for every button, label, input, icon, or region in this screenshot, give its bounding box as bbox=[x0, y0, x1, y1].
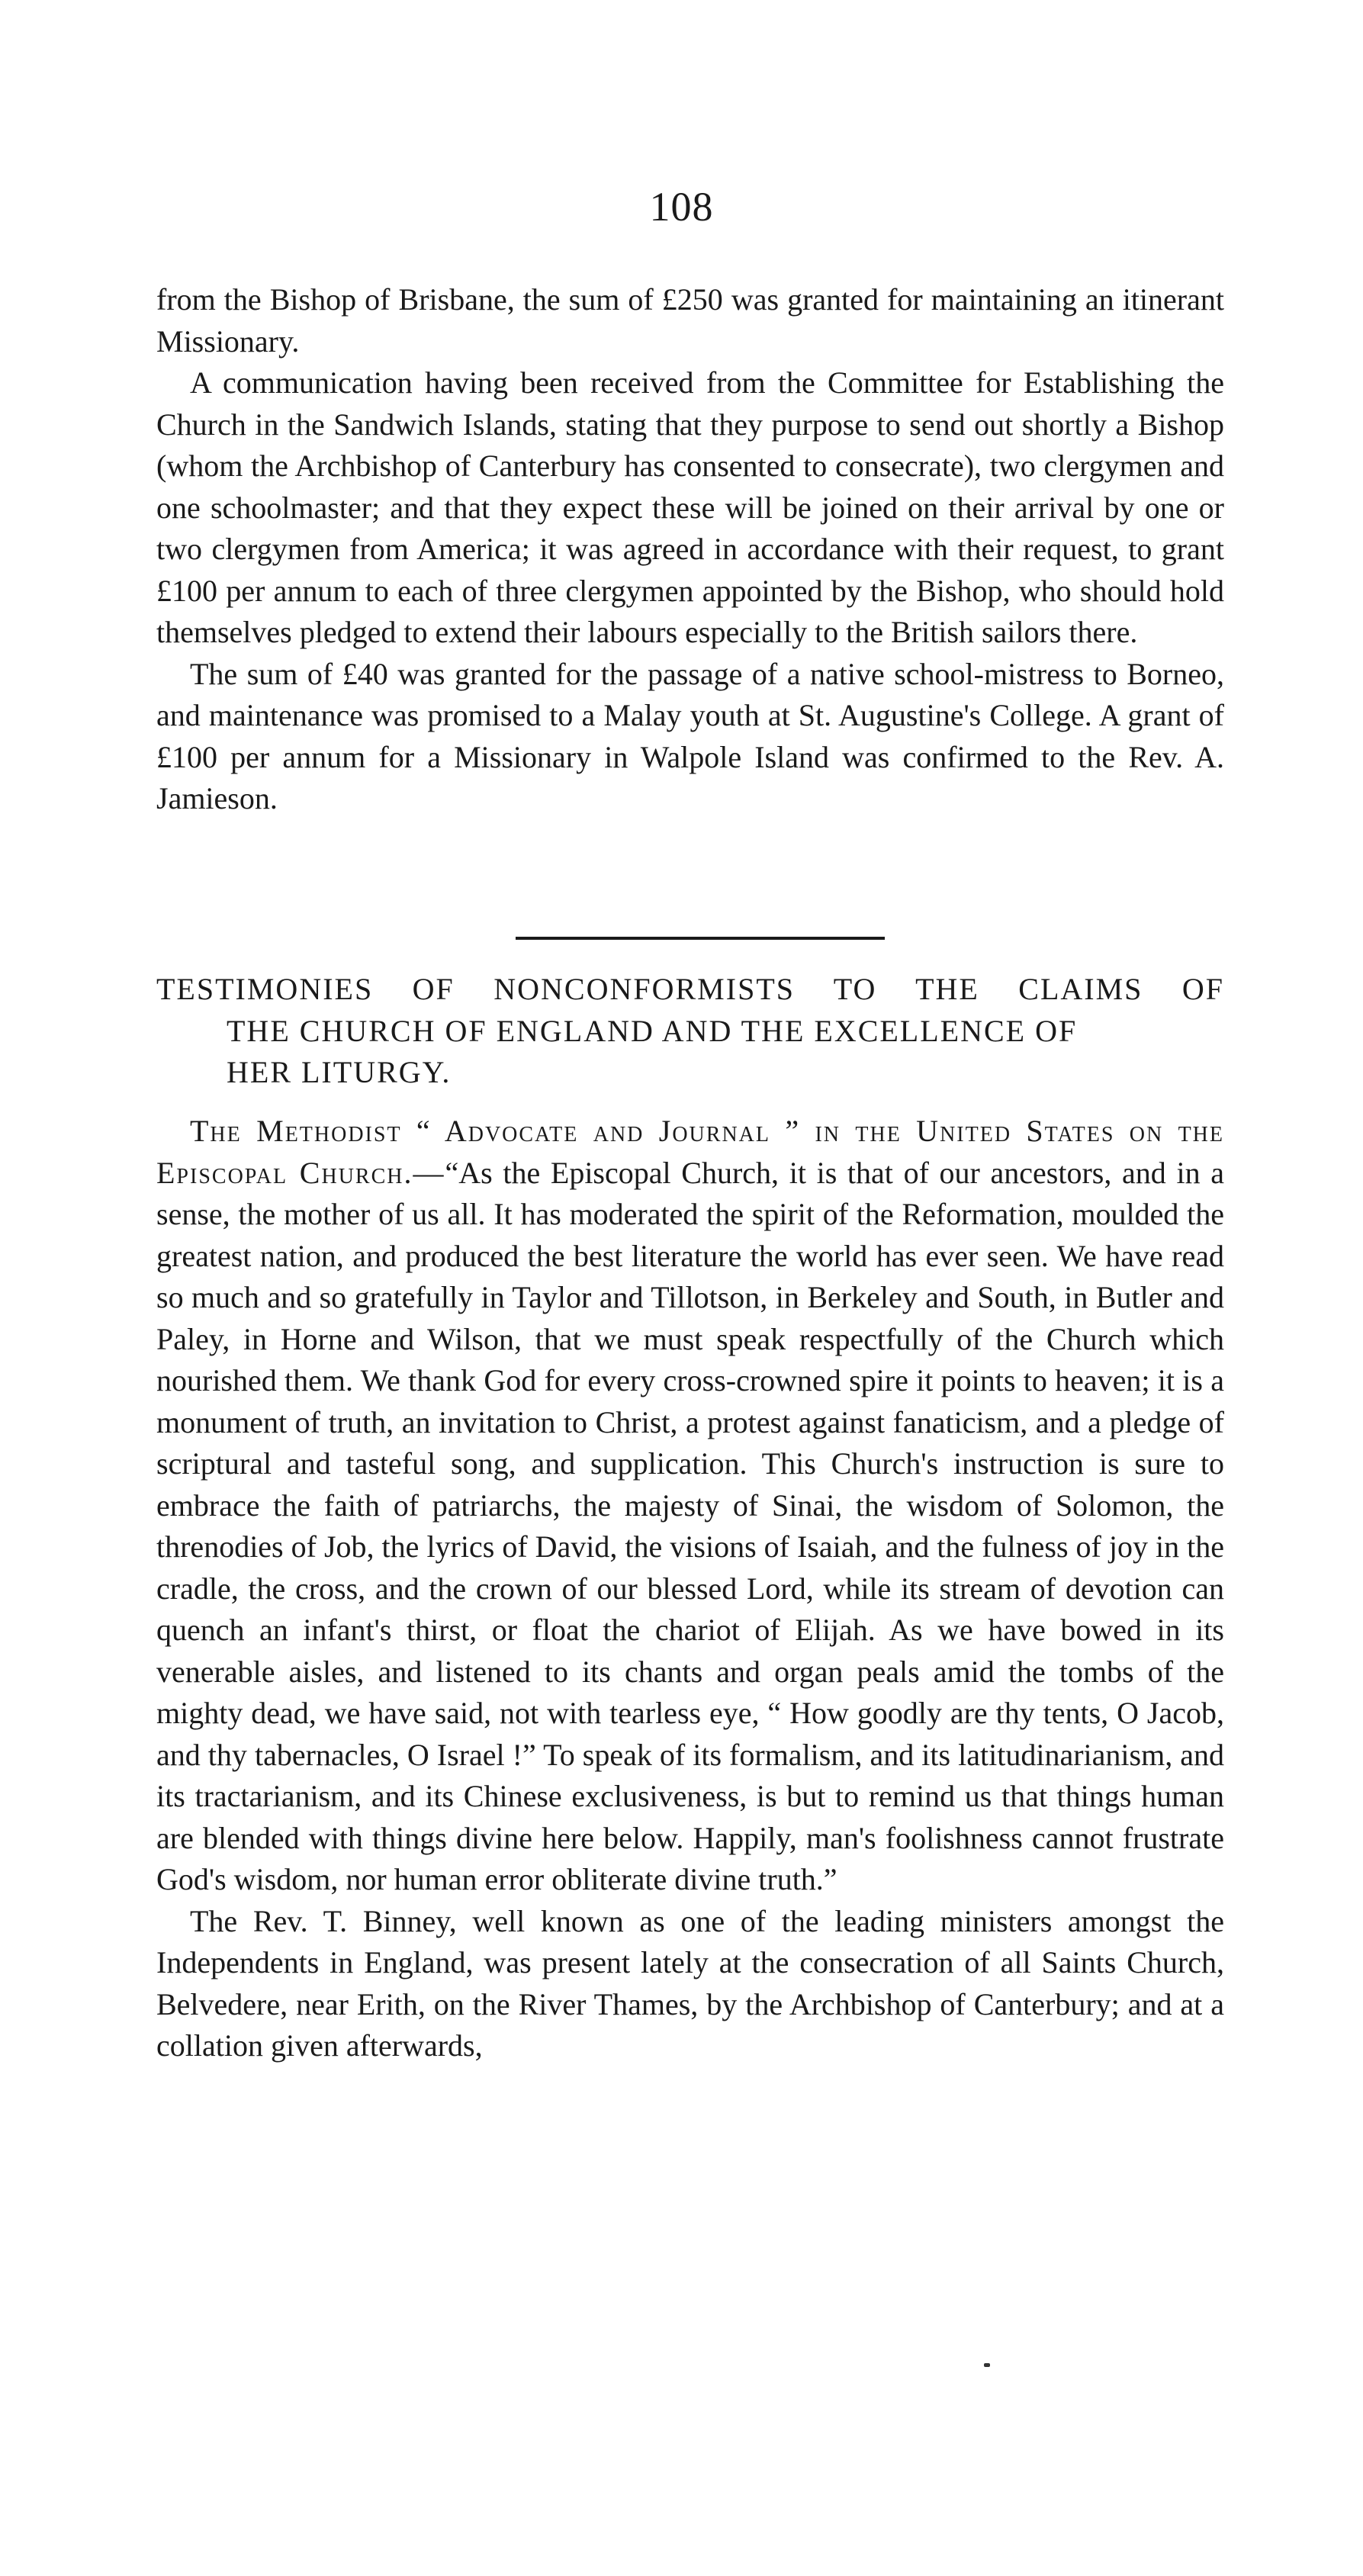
paragraph-methodist-testimony bbox=[156, 1111, 1224, 1901]
page-number: 108 bbox=[649, 184, 714, 230]
paragraph-sandwich-islands: A communication having been received from the Committee for Establishing the Church in the Sandwich Islands, stating that they purpose to send out shortly a Bishop (whom the Archbishop of Canterbury has consented to consecrate), two clergymen and one schoolmaster; and that they expect these will be joined on their arrival by one or two clergymen from America; it was agreed in accordance with their request, to grant £100 per annum to each of three clergymen appointed by the Bishop, who should hold themselves pledged to extend their labours especially to the British sailors there. bbox=[156, 365, 1224, 649]
print-speck bbox=[984, 2363, 990, 2367]
paragraph-binney: The Rev. T. Binney, well known as one of the leading ministers amongst the Independents in England, was present lately at the consecration of all Saints Church, Belvedere, near Erith, on the River Thames, by the Archbishop of Canterbury; and at a collation given afterwards, bbox=[156, 1903, 1224, 2063]
paragraph-brisbane-grant: from the Bishop of Brisbane, the sum of £250 was granted for maintaining an itinerant Missionary. bbox=[156, 282, 1224, 359]
intro-text bbox=[156, 279, 1224, 820]
section-divider bbox=[516, 937, 885, 940]
testimony-quote: “As the Episcopal Church, it is that of our ancestors, and in a sense, the mother of us all. It has moderated the spirit of the Reformation, moulded the greatest nation, and produced the best literature the world has ever seen. We have read so much and so gratefully in Taylor and Tillotson, in Berkeley and South, in Butler and Paley, in Horne and Wilson, that we must speak respectfully of the Church which nourished them. We thank God for every cross-crowned spire it points to heaven; it is a monument of truth, an invitation to Christ, a protest against fanaticism, and a pledge of scriptural and tasteful song, and supplication. This Church's instruction is sure to embrace the faith of patriarchs, the majesty of Sinai, the wisdom of Solomon, the threnodies of Job, the lyrics of David, the visions of Isaiah, and the fulness of joy in the cradle, the cross, and the crown of our blessed Lord, while its stream of devotion can quench an infant's thirst, or float the chariot of Elijah. As we have bowed in its venerable aisles, and listened to its chants and organ peals amid the tombs of the mighty dead, we have said, not with tearless eye, “ How goodly are thy tents, O Jacob, and thy tabernacles, O Israel !” To speak of its formalism, and its latitudinarianism, and its tractarianism, and its Chinese exclusiveness, is but to remind us that things human are blended with things divine here below. Happily, man's foolishness cannot frustrate God's wisdom, nor human error obliterate divine truth.” bbox=[156, 1155, 1224, 1896]
section-heading-line-2: THE CHURCH OF ENGLAND AND THE EXCELLENCE OF bbox=[227, 1013, 1078, 1048]
testimony-text bbox=[156, 1111, 1224, 2067]
section-heading-line-1: TESTIMONIES OF NONCONFORMISTS TO THE CLAIMS OF bbox=[156, 972, 1224, 1006]
paragraph-borneo-grant: The sum of £40 was granted for the passage of a native school-mistress to Borneo, and maintenance was promised to a Malay youth at St. Augustine's College. A grant of £100 per annum for a Missionary in Walpole Island was confirmed to the Rev. A. Jamieson. bbox=[156, 656, 1224, 815]
section-heading-line-3: HER LITURGY. bbox=[227, 1055, 452, 1089]
testimony-caption: The Methodist “ Advocate and Journal ” in the United States on the Episcopal Church.— bbox=[156, 1114, 1224, 1190]
section-heading bbox=[156, 969, 1224, 1094]
